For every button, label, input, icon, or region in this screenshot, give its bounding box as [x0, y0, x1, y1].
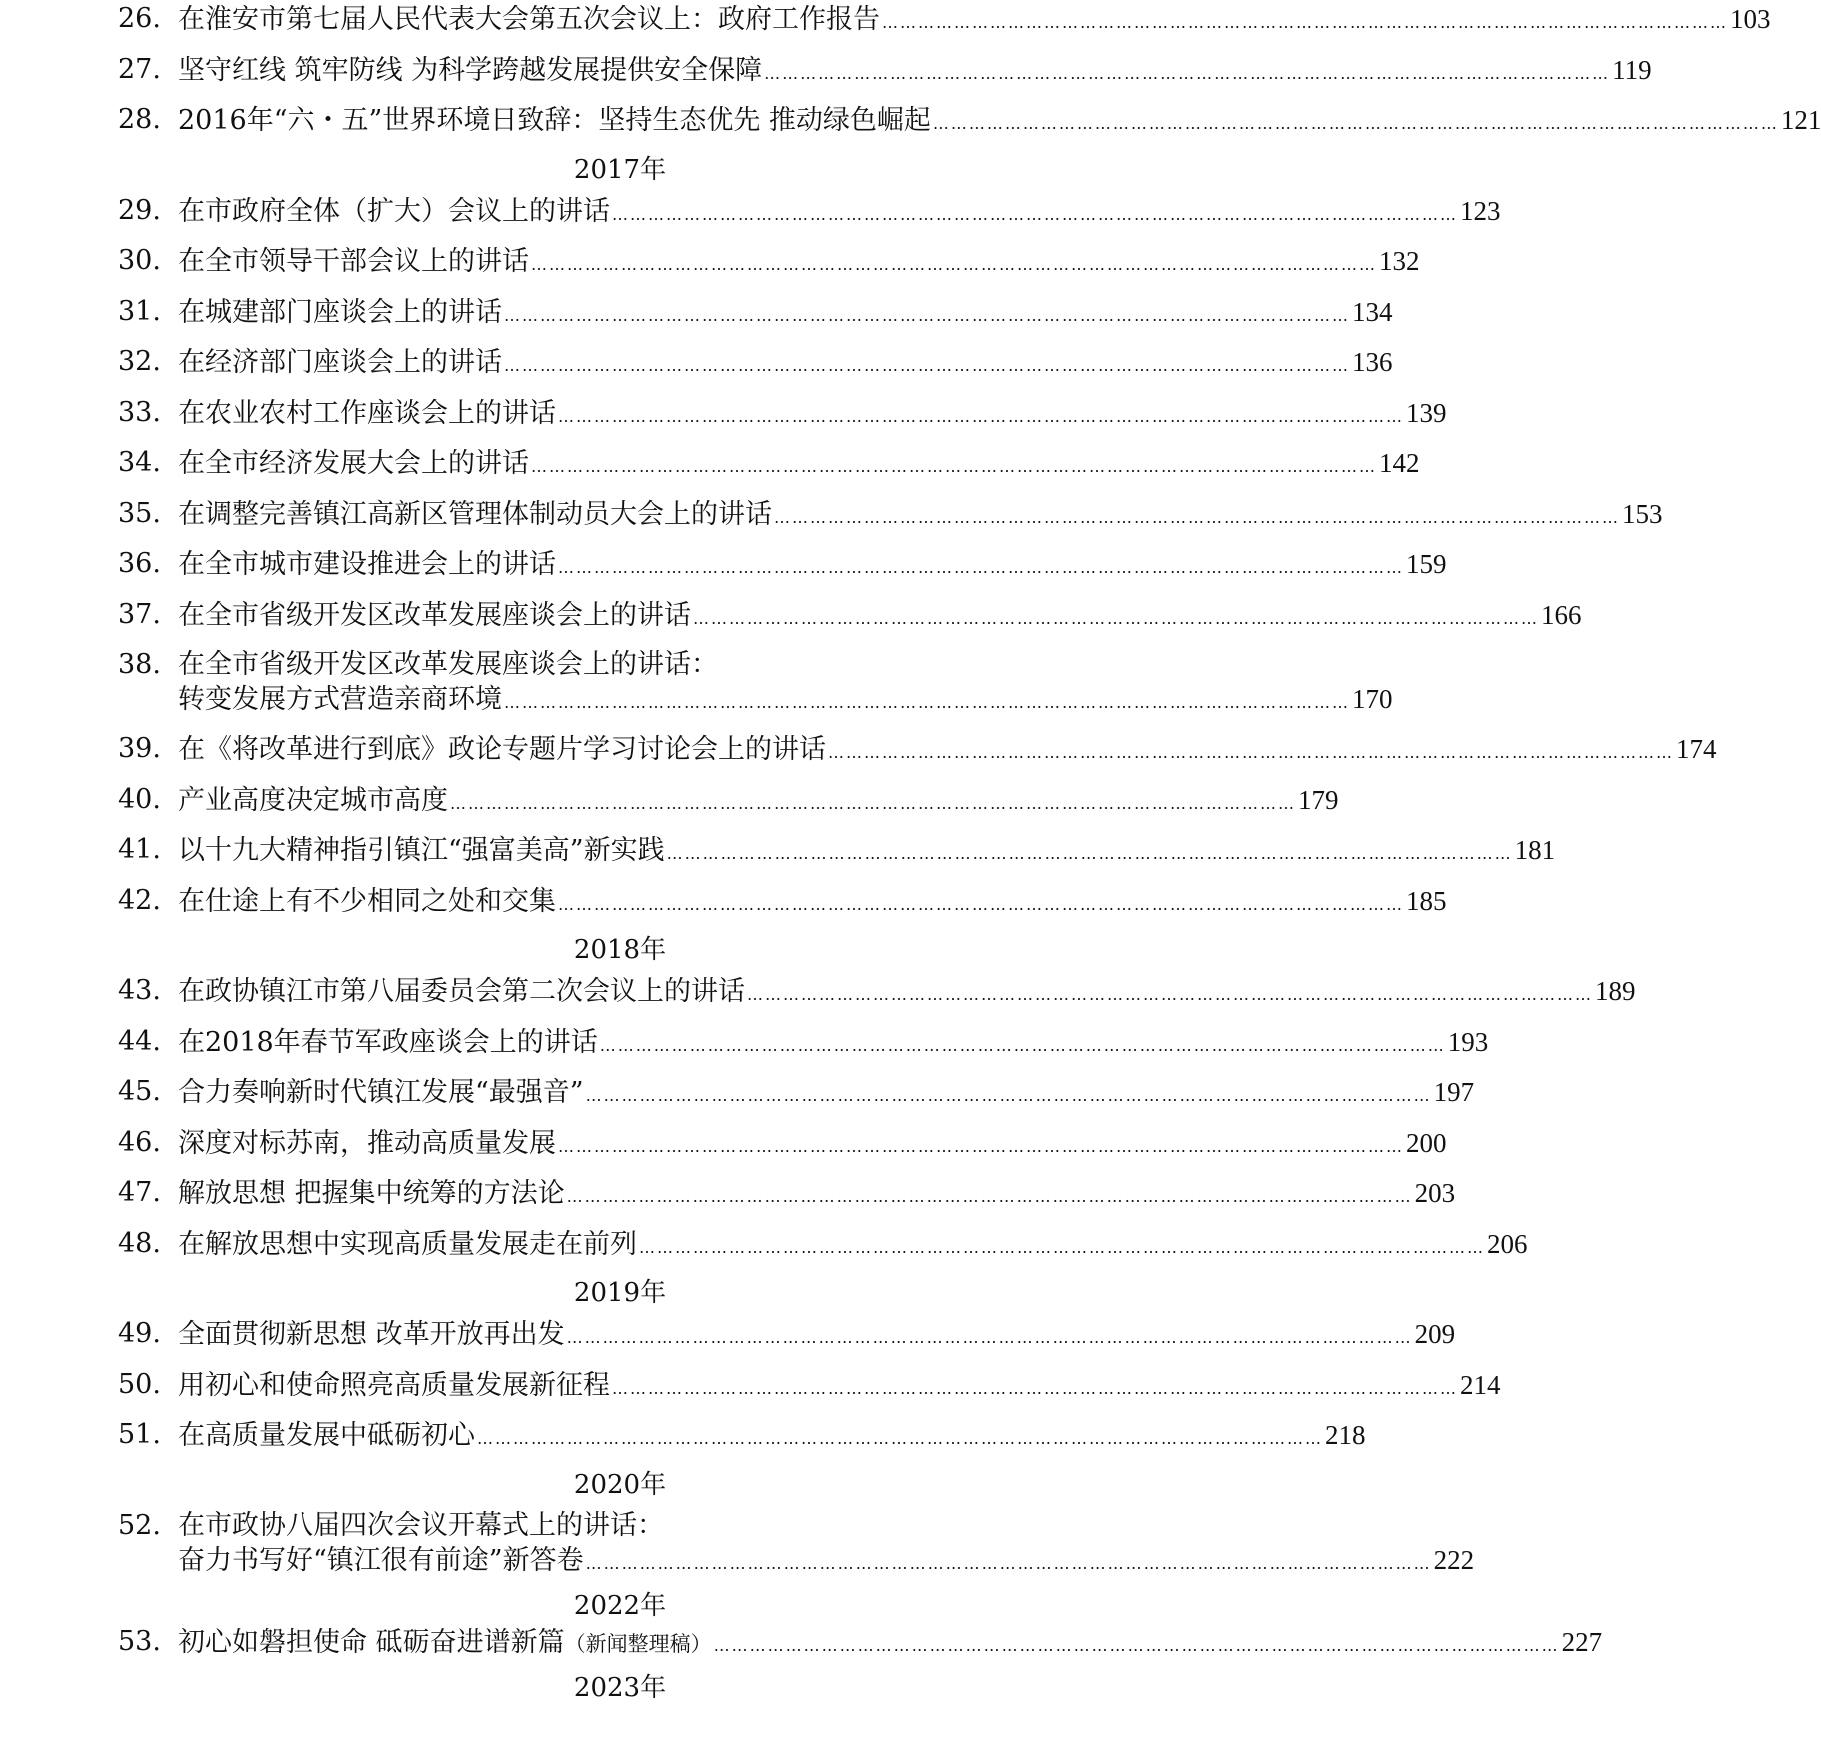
entry-line [178, 293, 1393, 335]
entry-title-text: 在全市省级开发区改革发展座谈会上的讲话 [178, 599, 691, 631]
toc-entry [118, 781, 1339, 832]
entry-page-number: 189 [1595, 976, 1636, 1006]
entry-title-text: 2016年“六・五”世界环境日致辞：坚持生态优先 推动绿色崛起 [178, 105, 931, 136]
toc-entry [118, 0, 1771, 51]
toc-entry [118, 394, 1447, 445]
entry-line [178, 242, 1420, 284]
entry-title-text: 在全市城市建设推进会上的讲话 [178, 549, 556, 580]
dot-leader: …………………………………………………………………………………………………………………………… [504, 356, 1350, 375]
toc-entry [118, 51, 1652, 102]
entry-line [178, 394, 1447, 436]
toc-entry [118, 972, 1636, 1023]
entry-title [178, 1417, 475, 1455]
entry-title-text: 坚守红线 筑牢防线 为科学跨越发展提供安全保障 [178, 54, 763, 86]
entry-line [178, 495, 1663, 537]
entry-line [178, 680, 1393, 722]
entry-number: 30. [118, 245, 161, 276]
entry-title-line2: 奋力书写好“镇江很有前途”新答卷 [178, 1544, 584, 1576]
entry-number: 26. [118, 3, 161, 34]
entry-title-text: 在经济部门座谈会上的讲话 [178, 347, 502, 378]
entry-title-text: 在全市领导干部会议上的讲话 [178, 246, 529, 277]
entry-page-number: 174 [1676, 734, 1717, 764]
entry-page-number: 179 [1298, 784, 1339, 815]
entry-page-number: 103 [1730, 4, 1771, 34]
entry-number: 29. [118, 194, 161, 226]
entry-page-number: 121 [1780, 105, 1821, 135]
entry-title-line2: 转变发展方式营造亲商环境 [178, 684, 502, 715]
entry-number: 27. [118, 53, 161, 85]
year-heading: 2023年 [573, 1673, 667, 1703]
entry-title [178, 1, 880, 39]
entry-title [178, 1226, 637, 1264]
toc-entry [118, 596, 1582, 647]
entry-title-text: 以十九大精神指引镇江“强富美高”新实践 [178, 835, 665, 866]
entry-title-text: 全面贯彻新思想 改革开放再出发 [178, 1319, 565, 1350]
toc-entry [118, 545, 1447, 596]
entry-line [178, 972, 1636, 1014]
entry-page-number: 209 [1414, 1319, 1456, 1349]
entry-page-number: 139 [1406, 397, 1447, 428]
dot-leader: …………………………………………………………………………………………………………………………… [828, 743, 1674, 762]
entry-number: 47. [118, 1177, 161, 1208]
dot-leader: …………………………………………………………………………………………………………………………… [585, 1086, 1432, 1105]
entry-title [178, 52, 762, 90]
entry-page-number: 181 [1514, 835, 1556, 865]
entry-page-number: 170 [1352, 684, 1393, 714]
entry-number: 40. [118, 783, 161, 815]
entry-number: 31. [118, 295, 161, 327]
entry-page-number: 185 [1406, 885, 1447, 916]
entry-title [178, 1367, 610, 1405]
toc-entry [118, 343, 1393, 394]
entry-number: 35. [118, 497, 161, 529]
entry-number: 34. [118, 447, 161, 478]
entry-page-number: 136 [1352, 347, 1393, 377]
entry-page-number: 197 [1433, 1077, 1475, 1107]
entry-title [178, 193, 610, 231]
entry-number: 52. [118, 1509, 161, 1541]
toc-entry [118, 1174, 1456, 1225]
entry-page-number: 159 [1406, 549, 1447, 579]
entry-page-number: 200 [1406, 1127, 1447, 1158]
year-heading: 2020年 [573, 1469, 667, 1500]
entry-title-text: 在城建部门座谈会上的讲话 [178, 296, 502, 328]
entry-title-text: 在仕途上有不少相同之处和交集 [178, 885, 556, 917]
entry-number: 28. [118, 104, 161, 135]
entry-number: 39. [118, 733, 161, 764]
entry-title [178, 102, 931, 140]
toc-entry [118, 1366, 1501, 1417]
entry-number: 48. [118, 1227, 161, 1259]
entry-page-number: 203 [1414, 1178, 1456, 1208]
entry-title-text: 解放思想 把握集中统筹的方法论 [178, 1178, 565, 1209]
entry-page-number: 227 [1561, 1626, 1603, 1657]
entry-title [178, 294, 502, 332]
entry-title [178, 973, 745, 1011]
entry-page-number: 123 [1460, 195, 1501, 226]
dot-leader: …………………………………………………………………………………………………………………………… [504, 693, 1350, 712]
entry-title [178, 1125, 556, 1163]
entry-page-number: 119 [1612, 54, 1652, 85]
entry-number: 38. [118, 649, 161, 680]
toc-entry [118, 730, 1717, 781]
entry-line [178, 730, 1717, 772]
dot-leader: …………………………………………………………………………………………………………………………… [666, 844, 1513, 863]
dot-leader: …………………………………………………………………………………………………………………………… [558, 406, 1404, 426]
entry-line [178, 1366, 1501, 1408]
dot-leader: …………………………………………………………………………………………………………………………… [713, 1635, 1560, 1655]
entry-line [178, 101, 1821, 143]
entry-line [178, 1073, 1475, 1115]
entry-title-text: 在高质量发展中砥砺初心 [178, 1420, 475, 1451]
dot-leader: …………………………………………………………………………………………………………………………… [747, 985, 1593, 1004]
entry-page-number: 142 [1379, 448, 1420, 478]
toc-entry [118, 293, 1393, 344]
entry-note: （新闻整理稿） [564, 1631, 712, 1656]
dot-leader: …………………………………………………………………………………………………………………………… [531, 255, 1377, 274]
entry-line [178, 545, 1447, 587]
toc-entry [118, 1023, 1489, 1074]
entry-page-number: 134 [1352, 296, 1393, 327]
entry-line [178, 1124, 1447, 1166]
entry-title [178, 1624, 712, 1663]
toc-entry [118, 882, 1447, 933]
dot-leader: …………………………………………………………………………………………………………………………… [558, 894, 1404, 914]
entry-title [178, 1074, 584, 1112]
entry-title-text: 产业高度决定城市高度 [178, 784, 448, 816]
entry-title-text: 在调整完善镇江高新区管理体制动员大会上的讲话 [178, 498, 772, 530]
entry-page-number: 214 [1460, 1369, 1501, 1400]
toc-entry [118, 495, 1663, 546]
entry-title [178, 883, 556, 921]
entry-title [178, 546, 556, 584]
entry-number: 51. [118, 1419, 161, 1450]
entry-number: 33. [118, 396, 161, 428]
entry-line [178, 1623, 1603, 1665]
year-heading: 2018年 [573, 935, 667, 965]
toc-entry [118, 1416, 1366, 1467]
entry-page-number: 206 [1487, 1228, 1528, 1259]
entry-line [178, 1225, 1528, 1267]
entry-title [178, 496, 772, 534]
entry-title-text: 在解放思想中实现高质量发展走在前列 [178, 1228, 637, 1260]
entry-title [178, 731, 826, 769]
entry-title [178, 1316, 565, 1354]
entry-title-text: 在市政府全体（扩大）会议上的讲话 [178, 195, 610, 227]
entry-line [178, 1174, 1456, 1216]
entry-line [178, 781, 1339, 823]
toc-entry [118, 1507, 1475, 1591]
entry-title-text: 合力奏响新时代镇江发展“最强音” [178, 1077, 584, 1108]
entry-line [178, 192, 1501, 234]
entry-title-line1: 在全市省级开发区改革发展座谈会上的讲话： [178, 649, 718, 680]
dot-leader: …………………………………………………………………………………………………………………………… [558, 558, 1404, 577]
entry-title [178, 243, 529, 281]
entry-title-text: 在政协镇江市第八届委员会第二次会议上的讲话 [178, 976, 745, 1007]
dot-leader: …………………………………………………………………………………………………………………………… [504, 305, 1350, 325]
entry-title [178, 1175, 565, 1213]
toc-entry [118, 1073, 1475, 1124]
dot-leader: …………………………………………………………………………………………………………………………… [599, 1035, 1446, 1055]
entry-title [178, 1024, 598, 1062]
entry-number: 46. [118, 1126, 161, 1158]
entry-line [178, 882, 1447, 924]
toc-entry [118, 1623, 1603, 1674]
dot-leader: …………………………………………………………………………………………………………………………… [693, 608, 1539, 628]
dot-leader: …………………………………………………………………………………………………………………………… [882, 13, 1728, 32]
entry-number: 32. [118, 346, 161, 377]
toc-entry [118, 242, 1420, 293]
dot-leader: …………………………………………………………………………………………………………………………… [450, 793, 1296, 813]
dot-leader: …………………………………………………………………………………………………………………………… [558, 1136, 1404, 1156]
year-heading: 2017年 [573, 154, 667, 185]
toc-entry [118, 101, 1821, 152]
entry-title-text: 在农业农村工作座谈会上的讲话 [178, 397, 556, 429]
dot-leader: …………………………………………………………………………………………………………………………… [531, 457, 1377, 476]
entry-title-text: 初心如磐担使命 砥砺奋进谱新篇 [178, 1626, 565, 1658]
dot-leader: …………………………………………………………………………………………………………………………… [612, 1378, 1458, 1398]
dot-leader: …………………………………………………………………………………………………………………………… [764, 63, 1611, 83]
entry-line [178, 343, 1393, 385]
toc-entry [118, 1315, 1456, 1366]
entry-number: 44. [118, 1025, 161, 1057]
dot-leader: …………………………………………………………………………………………………………………………… [774, 507, 1620, 527]
entry-title-text: 深度对标苏南，推动高质量发展 [178, 1127, 556, 1159]
entry-title-text: 在淮安市第七届人民代表大会第五次会议上：政府工作报告 [178, 4, 880, 35]
entry-title [178, 445, 529, 483]
entry-title-line1: 在市政协八届四次会议开幕式上的讲话： [178, 1509, 664, 1541]
entry-title-text: 在全市经济发展大会上的讲话 [178, 448, 529, 479]
entry-line [178, 1023, 1489, 1065]
entry-title [178, 782, 448, 820]
entry-number: 45. [118, 1076, 161, 1107]
dot-leader: …………………………………………………………………………………………………………………………… [639, 1237, 1485, 1257]
entry-title-text: 用初心和使命照亮高质量发展新征程 [178, 1369, 610, 1401]
year-heading: 2022年 [573, 1590, 667, 1621]
entry-title [178, 597, 691, 635]
entry-page-number: 166 [1541, 599, 1582, 630]
dot-leader: …………………………………………………………………………………………………………………………… [612, 204, 1458, 224]
dot-leader: …………………………………………………………………………………………………………………………… [566, 1328, 1413, 1347]
entry-title-text: 在《将改革进行到底》政论专题片学习讨论会上的讲话 [178, 734, 826, 765]
toc-entry [118, 831, 1556, 882]
entry-title [178, 395, 556, 433]
entry-number: 50. [118, 1368, 161, 1400]
dot-leader: …………………………………………………………………………………………………………………………… [585, 1553, 1432, 1573]
entry-title-text: 在2018年春节军政座谈会上的讲话 [178, 1026, 598, 1058]
table-of-contents [118, 0, 1821, 1705]
dot-leader: …………………………………………………………………………………………………………………………… [932, 114, 1779, 133]
toc-entry [118, 1225, 1528, 1276]
entry-line [178, 0, 1771, 42]
entry-page-number: 222 [1433, 1544, 1475, 1575]
entry-line [178, 444, 1420, 486]
entry-number: 43. [118, 975, 161, 1006]
entry-line [178, 596, 1582, 638]
entry-number: 36. [118, 548, 161, 579]
entry-line [178, 1541, 1475, 1583]
dot-leader: …………………………………………………………………………………………………………………………… [566, 1187, 1413, 1206]
entry-line [178, 1416, 1366, 1458]
entry-page-number: 153 [1622, 498, 1663, 529]
entry-page-number: 218 [1325, 1420, 1366, 1450]
entry-title [178, 832, 665, 870]
entry-title [178, 344, 502, 382]
entry-number: 49. [118, 1318, 161, 1349]
toc-entry [118, 444, 1420, 495]
entry-number: 41. [118, 834, 161, 865]
entry-line [178, 1315, 1456, 1357]
entry-number: 37. [118, 598, 161, 630]
entry-page-number: 193 [1447, 1026, 1489, 1057]
entry-line [178, 51, 1652, 93]
toc-entry [118, 646, 1393, 730]
year-heading: 2019年 [573, 1278, 667, 1308]
entry-line [178, 831, 1556, 873]
entry-number: 53. [118, 1625, 161, 1657]
toc-entry [118, 1124, 1447, 1175]
entry-page-number: 132 [1379, 246, 1420, 276]
dot-leader: …………………………………………………………………………………………………………………………… [477, 1429, 1323, 1448]
toc-entry [118, 192, 1501, 243]
entry-number: 42. [118, 884, 161, 916]
